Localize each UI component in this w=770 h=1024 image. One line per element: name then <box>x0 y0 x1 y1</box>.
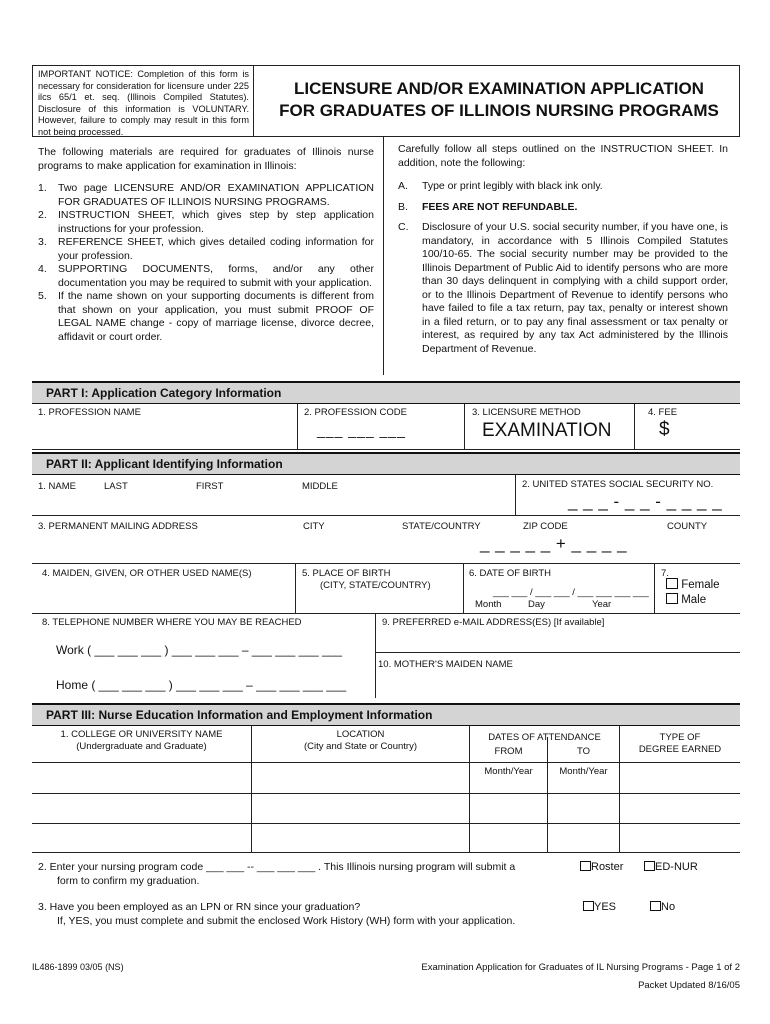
address-label: 3. PERMANENT MAILING ADDRESS <box>38 521 198 532</box>
ssn-field[interactable]: _ _ _ - _ _ - _ _ _ _ <box>568 492 723 511</box>
gender-label: 7. <box>661 568 669 579</box>
month-year-to: Month/Year <box>559 766 608 777</box>
month-year-from: Month/Year <box>484 766 533 777</box>
dates-header: DATES OF ATTENDANCE <box>488 732 601 743</box>
materials-item: 3. REFERENCE SHEET, which gives detailed coding information for your profession. <box>38 236 374 262</box>
city-label: CITY <box>303 521 325 532</box>
part2-body <box>32 475 740 698</box>
important-notice-box <box>32 65 254 137</box>
address-field[interactable] <box>32 533 472 563</box>
location-header: LOCATION (City and State or Country) <box>304 729 417 752</box>
last-label: LAST <box>104 481 128 492</box>
part1-row <box>32 404 740 450</box>
dob-day-label: Day <box>528 599 545 610</box>
program-code-field[interactable]: 2. Enter your nursing program code ___ ___ -- ___ ___ ___ . This Illinois nursing program will submit a <box>38 861 516 873</box>
question-3-cont: If, YES, you must complete and submit the enclosed Work History (WH) form with your application. <box>57 914 516 927</box>
instruction-item: A. Type or print legibly with black ink only. <box>398 180 603 192</box>
name-field[interactable] <box>32 493 514 515</box>
fee-value[interactable]: $ <box>659 419 670 440</box>
maiden-label: 4. MAIDEN, GIVEN, OR OTHER USED NAME(S) <box>42 568 252 579</box>
part3-header: PART III: Nurse Education Information and Employment Information <box>32 703 740 726</box>
materials-item: 5. If the name shown on your supporting documents is different from that shown on your application, you must submit PROOF OF LEGAL NAME change - copy of marriage license, divorce decree, affidavit or court order. <box>38 290 374 343</box>
maiden-field[interactable] <box>32 581 294 611</box>
question-2 <box>38 861 738 888</box>
materials-item: 4. SUPPORTING DOCUMENTS, forms, and/or any other documentation you may be required to submit with your application. <box>38 263 374 289</box>
zip-label: ZIP CODE <box>523 521 568 532</box>
instructions-list <box>398 180 728 356</box>
profession-name-field[interactable] <box>32 419 296 449</box>
email-label: 9. PREFERRED e-MAIL ADDRESS(ES) [If available] <box>382 617 605 628</box>
no-checkbox[interactable] <box>650 901 661 911</box>
to-header: TO <box>576 746 591 757</box>
mother-field[interactable] <box>376 671 740 697</box>
no-option[interactable]: No <box>650 901 675 915</box>
yes-checkbox[interactable] <box>583 901 594 911</box>
page-title <box>261 78 737 122</box>
gender-options <box>666 578 720 608</box>
work-phone-field[interactable]: Work ( ___ ___ ___ ) ___ ___ ___ – ___ ___ ___ ___ <box>56 643 343 657</box>
first-label: FIRST <box>196 481 224 492</box>
part2-header: PART II: Applicant Identifying Information <box>32 452 740 475</box>
profession-name-label: 1. PROFESSION NAME <box>38 407 141 418</box>
dob-year-label: Year <box>592 599 612 610</box>
pob-label: 5. PLACE OF BIRTH <box>302 568 391 579</box>
female-checkbox[interactable] <box>666 578 678 589</box>
title-line-2: FOR GRADUATES OF ILLINOIS NURSING PROGRAMS <box>279 101 719 120</box>
telephone-label: 8. TELEPHONE NUMBER WHERE YOU MAY BE REACHED <box>42 617 302 628</box>
dob-field[interactable]: ___ ___ / ___ ___ / ___ ___ ___ ___ <box>493 587 649 598</box>
licensure-method-label: 3. LICENSURE METHOD <box>472 407 581 418</box>
instruction-item: B. FEES ARE NOT REFUNDABLE. <box>398 200 578 213</box>
instructions-intro: Carefully follow all steps outlined on the INSTRUCTION SHEET. In addition, note the following: <box>398 143 728 169</box>
materials-intro: The following materials are required for graduates of Illinois nurse programs to make application for examination in Illinois: <box>38 146 374 172</box>
middle-label: MIDDLE <box>302 481 338 492</box>
male-option[interactable]: Male <box>666 593 720 608</box>
home-phone-field[interactable]: Home ( ___ ___ ___ ) ___ ___ ___ – ___ ___ ___ ___ <box>56 678 347 692</box>
form-id: IL486-1899 03/05 (NS) <box>32 962 124 972</box>
county-label: COUNTY <box>667 521 708 532</box>
materials-item: 1. Two page LICENSURE AND/OR EXAMINATION APPLICATION FOR GRADUATES OF ILLINOIS NURSING PROGRAMS. <box>38 182 374 208</box>
title-block <box>32 65 740 137</box>
from-header: FROM <box>494 746 523 757</box>
pob-sub-label: (CITY, STATE/COUNTRY) <box>320 580 431 591</box>
question-2-cont: form to confirm my graduation. <box>57 874 200 887</box>
materials-list <box>38 182 374 344</box>
female-option[interactable]: Female <box>666 578 720 593</box>
dob-label: 6. DATE OF BIRTH <box>469 568 551 579</box>
instructions-section <box>384 137 740 375</box>
mother-label: 10. MOTHER'S MAIDEN NAME <box>378 659 513 670</box>
part1-header: PART I: Application Category Information <box>32 381 740 404</box>
fee-label: 4. FEE <box>648 407 678 418</box>
male-checkbox[interactable] <box>666 593 678 604</box>
degree-header: TYPE OF DEGREE EARNED <box>638 732 722 755</box>
email-field[interactable] <box>376 630 740 652</box>
zip-field[interactable]: _ _ _ _ _ + _ _ _ _ <box>480 534 628 553</box>
instruction-item: C. Disclosure of your U.S. social security number, if you have one, is mandatory, in accordance with 5 Illinois Compiled Statutes 100/10-65. The social security number may be provided to the Illinois Department of Public Aid to identify persons who are more than 30 days delinquent in complying with a child support order, or to the Illinois Department of Revenue to identify persons who have failed to file a tax return, pay tax, penalty or interest shown in a filed return, or to pay any final assessment or tax penalty or interest, as required by any tax Act administered by the Illinois Department of Revenue. <box>398 221 728 355</box>
roster-option[interactable]: Roster <box>580 861 623 875</box>
education-rows[interactable] <box>32 763 740 852</box>
important-notice: IMPORTANT NOTICE: Completion of this form is necessary for consideration for licensure under 225 ilcs 65/1 et. seq. (Illinois Compiled Statutes). Disclosure of this information is VOLUNTARY. However, failure to comply may result in this form not being processed. <box>38 69 249 137</box>
dob-month-label: Month <box>475 599 502 610</box>
roster-checkbox[interactable] <box>580 861 591 871</box>
licensure-method-value: EXAMINATION <box>482 420 612 441</box>
yes-option[interactable]: YES <box>583 901 616 915</box>
materials-section <box>32 137 384 375</box>
ednur-checkbox[interactable] <box>644 861 655 871</box>
ednur-option[interactable]: ED-NUR <box>644 861 698 875</box>
state-label: STATE/COUNTRY <box>402 521 481 532</box>
education-table <box>32 726 740 853</box>
question-3: 3. Have you been employed as an LPN or RN since your graduation? If, YES, you must complete and submit the enclosed Work History (WH) form with your application. <box>38 901 598 928</box>
ssn-label: 2. UNITED STATES SOCIAL SECURITY NO. <box>522 479 714 490</box>
name-label: 1. NAME <box>38 481 77 492</box>
materials-item: 2. INSTRUCTION SHEET, which gives step by step application instructions for your profession. <box>38 209 374 235</box>
profession-code-field[interactable]: ___ ___ ___ <box>317 422 406 438</box>
title-line-1: LICENSURE AND/OR EXAMINATION APPLICATION <box>294 79 704 98</box>
page-info: Examination Application for Graduates of IL Nursing Programs - Page 1 of 2 <box>421 962 740 973</box>
college-header: 1. COLLEGE OR UNIVERSITY NAME (Undergraduate and Graduate) <box>60 729 223 752</box>
profession-code-label: 2. PROFESSION CODE <box>304 407 407 418</box>
packet-updated: Packet Updated 8/16/05 <box>638 980 740 991</box>
